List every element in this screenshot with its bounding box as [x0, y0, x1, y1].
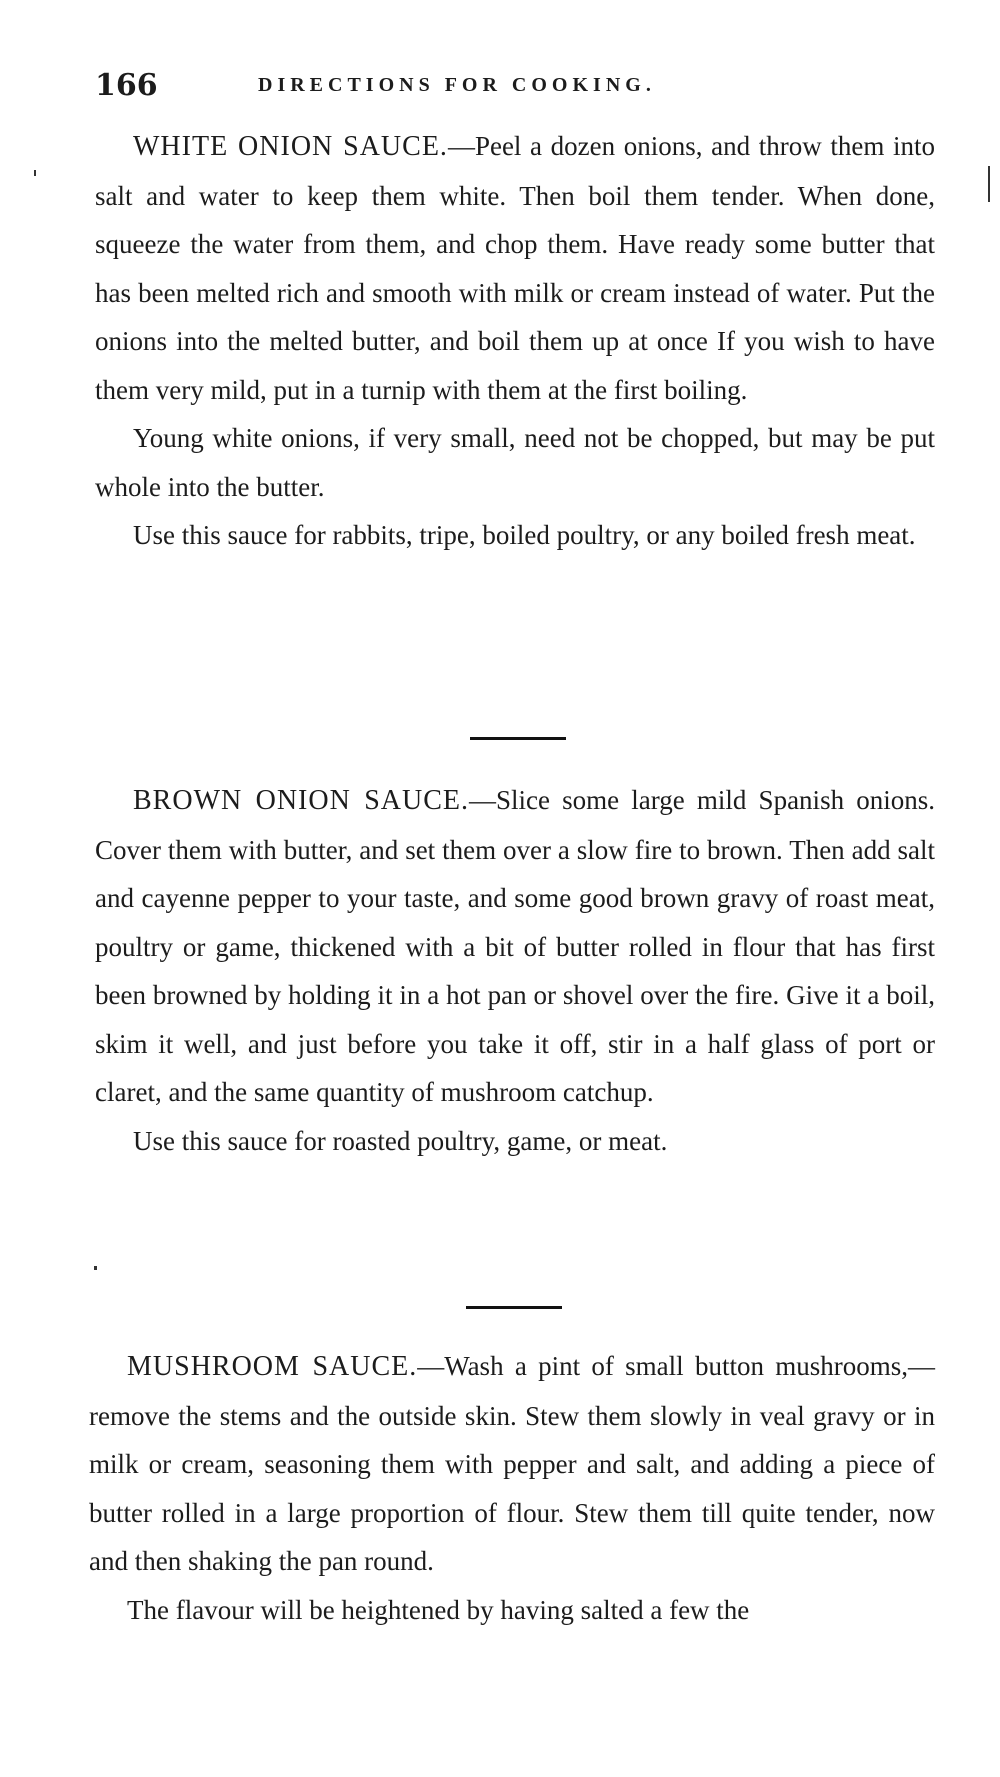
page-number: 166 — [95, 68, 158, 103]
brown-onion-sauce-heading: BROWN ONION SAUCE. — [133, 785, 470, 816]
mushroom-sauce-text-1: —Wash a pint of small button mushrooms,—remove the stems and the outside skin. Stew them slowly in veal gravy or in milk or cream, seasoning them with pepper and salt, and adding a piece of butter rolled in a large proportion of flour. Stew them till quite tender, now and then shaking the pan round. — [89, 1351, 935, 1576]
running-head: DIRECTIONS FOR COOKING. — [258, 74, 656, 96]
scan-speck — [34, 170, 36, 176]
margin-mark — [988, 166, 990, 202]
white-onion-sauce-text-1: —Peel a dozen onions, and throw them into salt and water to keep them white. Then boil them tender. When done, squeeze the water from them, and chop them. Have ready some butter that has been melted rich and smooth with milk or cream instead of water. Put the onions into the melted butter, and boil them up at once If you wish to have them very mild, put in a turnip with them at the first boiling. — [95, 131, 935, 405]
brown-onion-sauce-text-1: —Slice some large mild Spanish onions. Cover them with butter, and set them over a slow fire to brown. Then add salt and cayenne pepper to your taste, and some good brown gravy of roast meat, poultry or game, thickened with a bit of butter rolled in flour that has first been browned by holding it in a hot pan or shovel over the fire. Give it a boil, skim it well, and just before you take it off, stir in a half glass of port or claret, and the same quantity of mushroom catchup. — [95, 785, 935, 1107]
mushroom-sauce-paragraph-2: The flavour will be heightened by having salted a few the — [127, 1594, 750, 1625]
white-onion-sauce-heading: WHITE ONION SAUCE. — [133, 131, 448, 162]
white-onion-sauce-paragraph-2: Young white onions, if very small, need not be chopped, but may be put whole into the butter. — [95, 423, 935, 502]
brown-onion-sauce-section — [95, 776, 935, 1165]
mushroom-sauce-paragraph-1 — [89, 1342, 935, 1586]
white-onion-sauce-section — [95, 122, 935, 560]
brown-onion-sauce-paragraph-1 — [95, 776, 935, 1117]
page-header — [95, 68, 935, 108]
section-divider-2 — [466, 1306, 562, 1309]
mushroom-sauce-heading: MUSHROOM SAUCE. — [127, 1351, 418, 1382]
brown-onion-sauce-paragraph-2: Use this sauce for roasted poultry, game, or meat. — [133, 1125, 668, 1156]
white-onion-sauce-paragraph-1 — [95, 122, 935, 414]
scan-speck — [94, 1266, 97, 1270]
section-divider-1 — [470, 737, 566, 740]
mushroom-sauce-section — [89, 1342, 935, 1634]
white-onion-sauce-paragraph-3: Use this sauce for rabbits, tripe, boiled poultry, or any boiled fresh meat. — [133, 520, 916, 550]
